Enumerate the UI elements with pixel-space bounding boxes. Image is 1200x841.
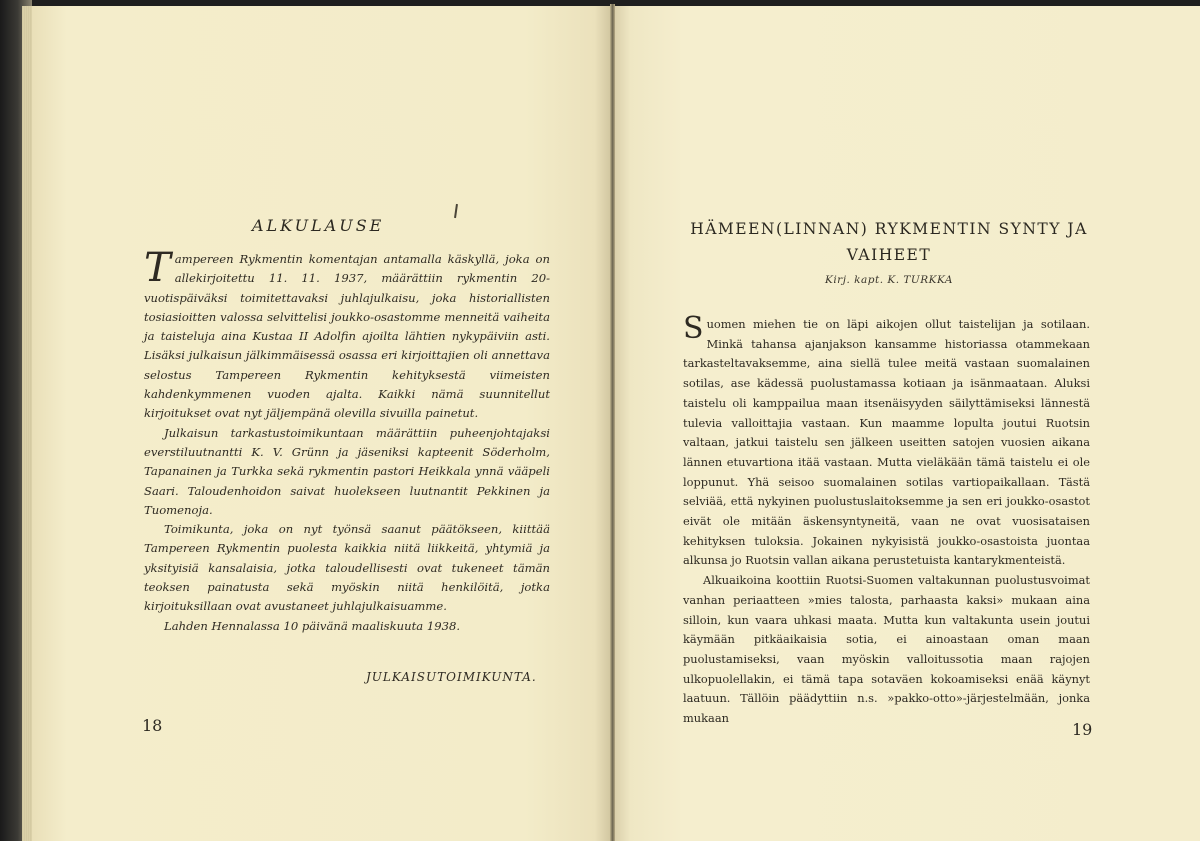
- paragraph: Lahden Hennalassa 10 päivänä maaliskuuta 1938.: [164, 618, 461, 633]
- right-page-body: [683, 311, 1090, 729]
- page-number-left: 18: [142, 716, 163, 735]
- paragraph: Julkaisun tarkastustoimikuntaan määrättiin puheenjohtajaksi everstiluutnantti K. V. Grünn ja jäseniksi kapteenit Söderholm, Tapanainen ja Turkka sekä rykmentin pastori Heikkala ynnä vääpeli Saari. Taloudenhoidon saivat huolekseen luutnantit Pekkinen ja Tuomenoja.: [144, 425, 550, 517]
- signature: JULKAISUTOIMIKUNTA.: [366, 670, 537, 684]
- paragraph: Alkuaikoina koottiin Ruotsi-Suomen valtakunnan puolustusvoimat vanhan periaatteen »mies talosta, parhaasta kaksi» mukaan aina silloin, kun vaara uhkasi maata. Mutta kun valtakunta usein joutui käymään pitkäaikaisia sotia, ei ainoastaan oman maan puolustamiseksi, vaan myöskin valloitussotia maan rajojen ulkopuolellakin, ei tämä tapa sotaväen kokoamiseksi enää käynyt laatuun. Tällöin päädyttiin n.s. »pakko-otto»-järjestelmään, jonka mukaan: [683, 573, 1090, 726]
- dropcap: S: [683, 311, 704, 346]
- dropcap: T: [144, 245, 171, 291]
- paragraph: Suomen miehen tie on läpi aikojen ollut taistelijan ja sotilaan. Minkä tahansa ajanjakson kansamme historiassa otammekaan tarkasteltavaksemme, aina siellä tulee meitä vastaan suomalainen sotilas, ase kädessä puolustamassa kotiaan ja isänmaataan. Aluksi taistelu oli kamppailua maan itsenäisyyden säilyttämiseksi lännestä tulevia valloittajia vastaan. Kun maamme lopulta joutui Ruotsin valtaan, jatkui taistelu sen jälkeen useitten satojen vuosien aikana lännen etuvartiona itää vastaan. Mutta vieläkään tämä taistelu ei ole loppunut. Yhä seisoo suomalainen sotilas vartiopaikallaan. Tästä selviää, että nykyinen puolustuslaitoksemme ja sen eri joukko-osastot eivät ole mitään äskensyntyneitä, vaan ne ovat vuosisataisen kehityksen tuloksia. Jokainen nykyisistä joukko-osastoista juontaa alkunsa jo Ruotsin vallan aikana perustetuista kantarykmenteistä.: [683, 311, 1090, 568]
- byline: Kirj. kapt. K. TURKKA: [824, 274, 953, 286]
- left-page-body: [144, 245, 550, 636]
- left-page-title: ALKULAUSE: [252, 216, 385, 235]
- paragraph: Toimikunta, joka on nyt työnsä saanut päätökseen, kiittää Tampereen Rykmentin puolesta kaikkia niitä liikkeitä, yhtymiä ja yksityisiä kansalaisia, jotka taloudellisesti ovat tukeneet tämän teoksen painatusta sekä myöskin niitä henkilöitä, jotka kirjoituksillaan ovat avustaneet juhlajulkaisuamme.: [144, 522, 550, 614]
- page-number-right: 19: [1072, 720, 1093, 739]
- right-page-title: HÄMEEN(LINNAN) RYKMENTIN SYNTY JA VAIHEET: [690, 220, 1088, 264]
- paragraph: Tampereen Rykmentin komentajan antamalla käskyllä, joka on allekirjoitettu 11. 11. 1937, määrättiin rykmentin 20-vuotispäiväksi toimitettavaksi juhlajulkaisu, joka historiallisten tosiasioitten valossa selvittelisi joukko-osastomme menneitä vaiheita ja taisteluja aina Kustaa II Adolfin ajoilta lähtien nykypäiviin asti. Lisäksi julkaisun jälkimmäisessä osassa eri kirjoittajien oli annettava selostus Tampereen Rykmentin kehityksestä viimeisten kahdenkymmenen vuoden ajalta. Kaikki nämä suunnitellut kirjoitukset ovat nyt jäljempänä olevilla sivuilla painetut.: [144, 245, 550, 421]
- book-gutter: [610, 4, 615, 841]
